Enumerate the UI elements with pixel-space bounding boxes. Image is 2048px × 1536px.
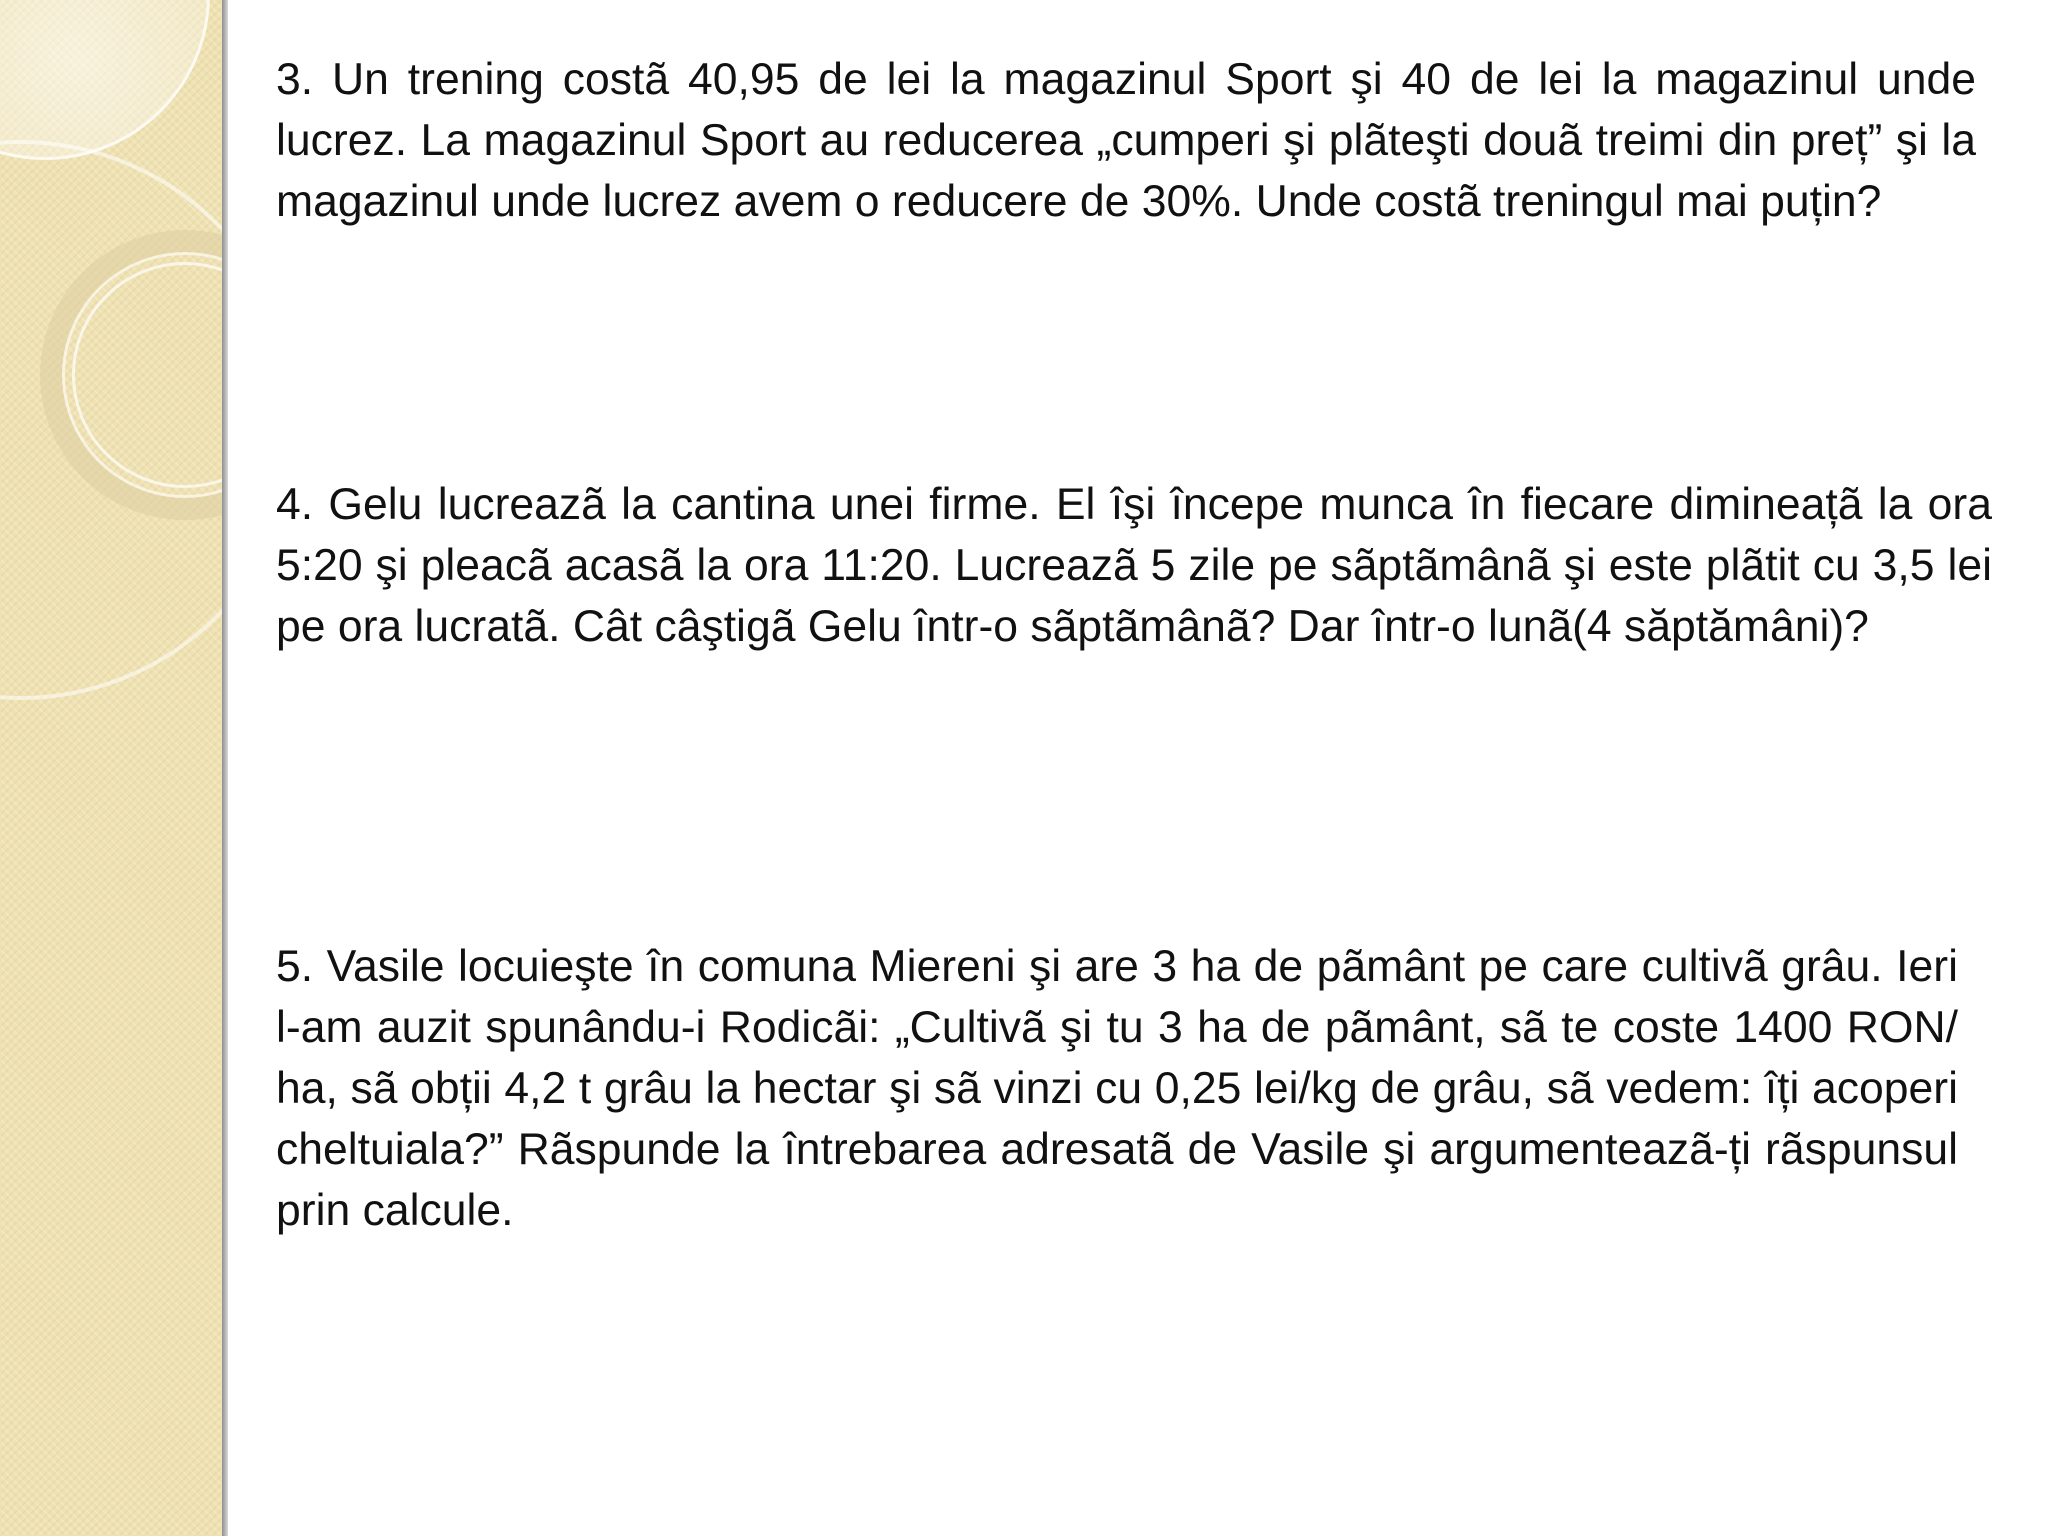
decorative-sidebar	[0, 0, 222, 1536]
problem-4-text: 4. Gelu lucreazã la cantina unei firme. El îşi începe munca în fiecare dimineațã la ora 5:20 şi pleacã acasã la ora 11:20. Lucreazã 5 zile pe sãptãmânã şi este plãtit cu 3,5 lei pe ora lucratã. Cât câştigã Gelu într-o sãptãmânã? Dar într-o lunã(4 săptămâni)?	[276, 480, 1992, 651]
decorative-ring-top	[0, 0, 210, 160]
problem-3-text: 3. Un trening costã 40,95 de lei la magazinul Sport şi 40 de lei la magazinul unde lucrez. La magazinul Sport au reducerea „cumperi şi plãteşti douã treimi din preț” şi la magazinul unde lucrez avem o reducere de 30%. Unde costã treningul mai puțin?	[276, 55, 1976, 226]
problem-5-text: 5. Vasile locuieşte în comuna Miereni şi are 3 ha de pãmânt pe care cultivã grâu. Ieri l-am auzit spunându-i Rodicãi: „Cultivã şi tu 3 ha de pãmânt, sã te coste 1400 RON/ ha, sã obții 4,2 t grâu la hectar şi sã vinzi cu 0,25 lei/kg de grâu, sã vedem: îți acoperi cheltuiala?” Rãspunde la întrebarea adresatã de Vasile şi argumenteazã-ți rãspunsul prin calcule.	[276, 942, 1958, 1235]
sidebar-divider	[222, 0, 228, 1536]
